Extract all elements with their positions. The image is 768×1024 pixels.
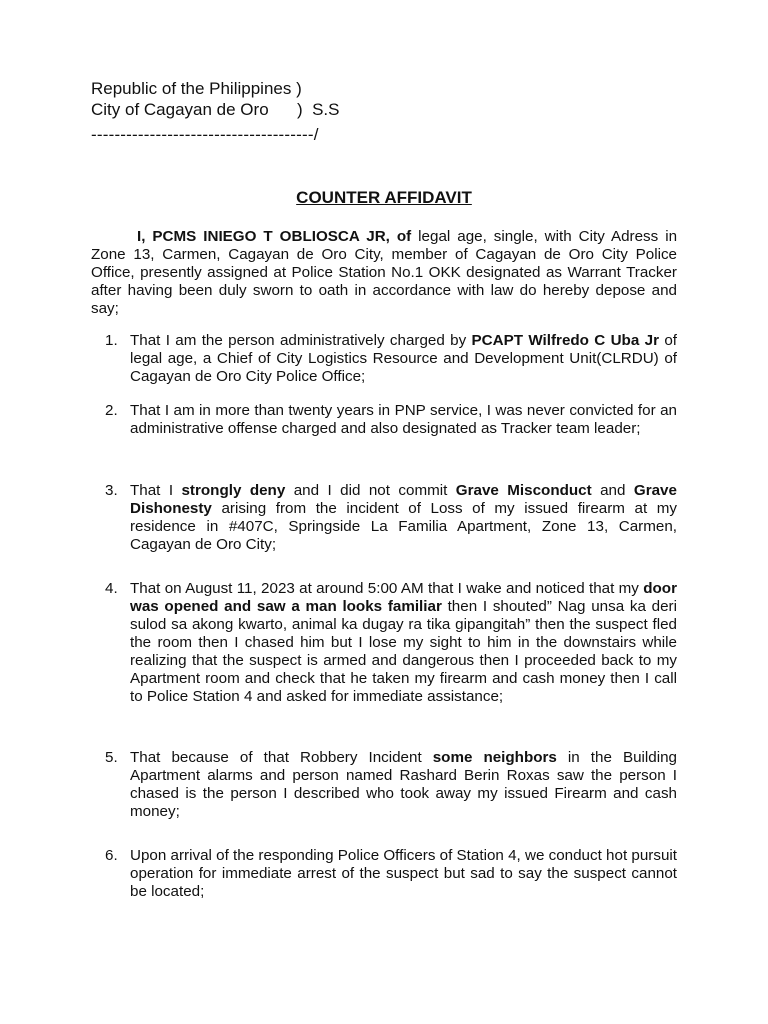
emphasis-text: strongly deny — [181, 482, 286, 499]
statement-item — [105, 749, 677, 821]
intro-text: legal age, single, with City Adress in Zone 13, Carmen, Cagayan de Oro City, member of Cagayan de Oro City Police Office, presently assigned at Police Station No.1 OKK designated as Warrant Tracker after having been duly sworn to oath in accordance with law do hereby depose and say; — [91, 228, 678, 317]
statement-item — [105, 402, 677, 438]
body-text: That I am the person administratively charged by — [130, 332, 472, 349]
body-text: That I — [130, 482, 182, 499]
body-text: and I did not commit — [285, 482, 456, 499]
statement-item — [105, 580, 677, 706]
item-number: 4. — [105, 580, 118, 597]
item-text — [130, 332, 677, 386]
body-text: of legal age, a Chief of City Logistics Resource and Development Unit(CLRDU) of Cagayan de Oro City Police Office; — [130, 332, 677, 385]
item-text — [130, 482, 677, 554]
emphasis-text: Grave Dishonesty — [130, 482, 677, 517]
item-number: 1. — [105, 332, 118, 349]
numbered-statements — [105, 0, 677, 1024]
body-text: in the Building Apartment alarms and person named Rashard Berin Roxas saw the person I chased is the person I described who took away my issued Firearm and cash money; — [130, 749, 677, 820]
body-text: then I shouted” Nag unsa ka deri sulod sa akong kwarto, animal ka dugay ra tika gipangitah” then the suspect fled the room then I chased him but I lose my sight to him in the downstairs while realizing that the suspect is armed and dangerous then I proceeded back to my Apartment room and check that he taken my firearm and cash money then I call to Police Station 4 and asked for immediate assistance; — [130, 598, 677, 705]
emphasis-text: PCAPT Wilfredo C Uba Jr — [471, 332, 659, 349]
document-title: COUNTER AFFIDAVIT — [296, 188, 472, 207]
item-text — [130, 580, 677, 706]
item-text — [130, 847, 677, 901]
statement-item — [105, 332, 677, 386]
body-text: Upon arrival of the responding Police Officers of Station 4, we conduct hot pursuit operation for immediate arrest of the suspect but sad to say the suspect cannot be located; — [130, 847, 677, 900]
affiant-name: I, PCMS INIEGO T OBLIOSCA JR, of — [137, 228, 412, 245]
emphasis-text: door was opened and saw a man looks familiar — [130, 580, 677, 615]
emphasis-text: Grave Misconduct — [455, 482, 592, 499]
statement-item — [105, 847, 677, 901]
body-text: and — [591, 482, 634, 499]
emphasis-text: some neighbors — [432, 749, 557, 766]
item-number: 5. — [105, 749, 118, 766]
item-text — [130, 402, 677, 438]
venue-rule: --------------------------------------/ — [91, 125, 319, 144]
body-text: That because of that Robbery Incident — [130, 749, 433, 766]
body-text: That on August 11, 2023 at around 5:00 AM that I wake and noticed that my — [130, 580, 644, 597]
item-text — [130, 749, 677, 821]
item-number: 2. — [105, 402, 118, 419]
item-number: 6. — [105, 847, 118, 864]
item-number: 3. — [105, 482, 118, 499]
body-text: That I am in more than twenty years in PNP service, I was never convicted for an administrative offense charged and also designated as Tracker team leader; — [130, 402, 677, 437]
statement-item — [105, 482, 677, 554]
venue-city: City of Cagayan de Oro ) S.S — [91, 100, 340, 119]
venue-republic: Republic of the Philippines ) — [91, 79, 302, 98]
body-text: arising from the incident of Loss of my issued firearm at my residence in #407C, Springside La Familia Apartment, Zone 13, Carmen, Cagayan de Oro City; — [130, 500, 677, 553]
